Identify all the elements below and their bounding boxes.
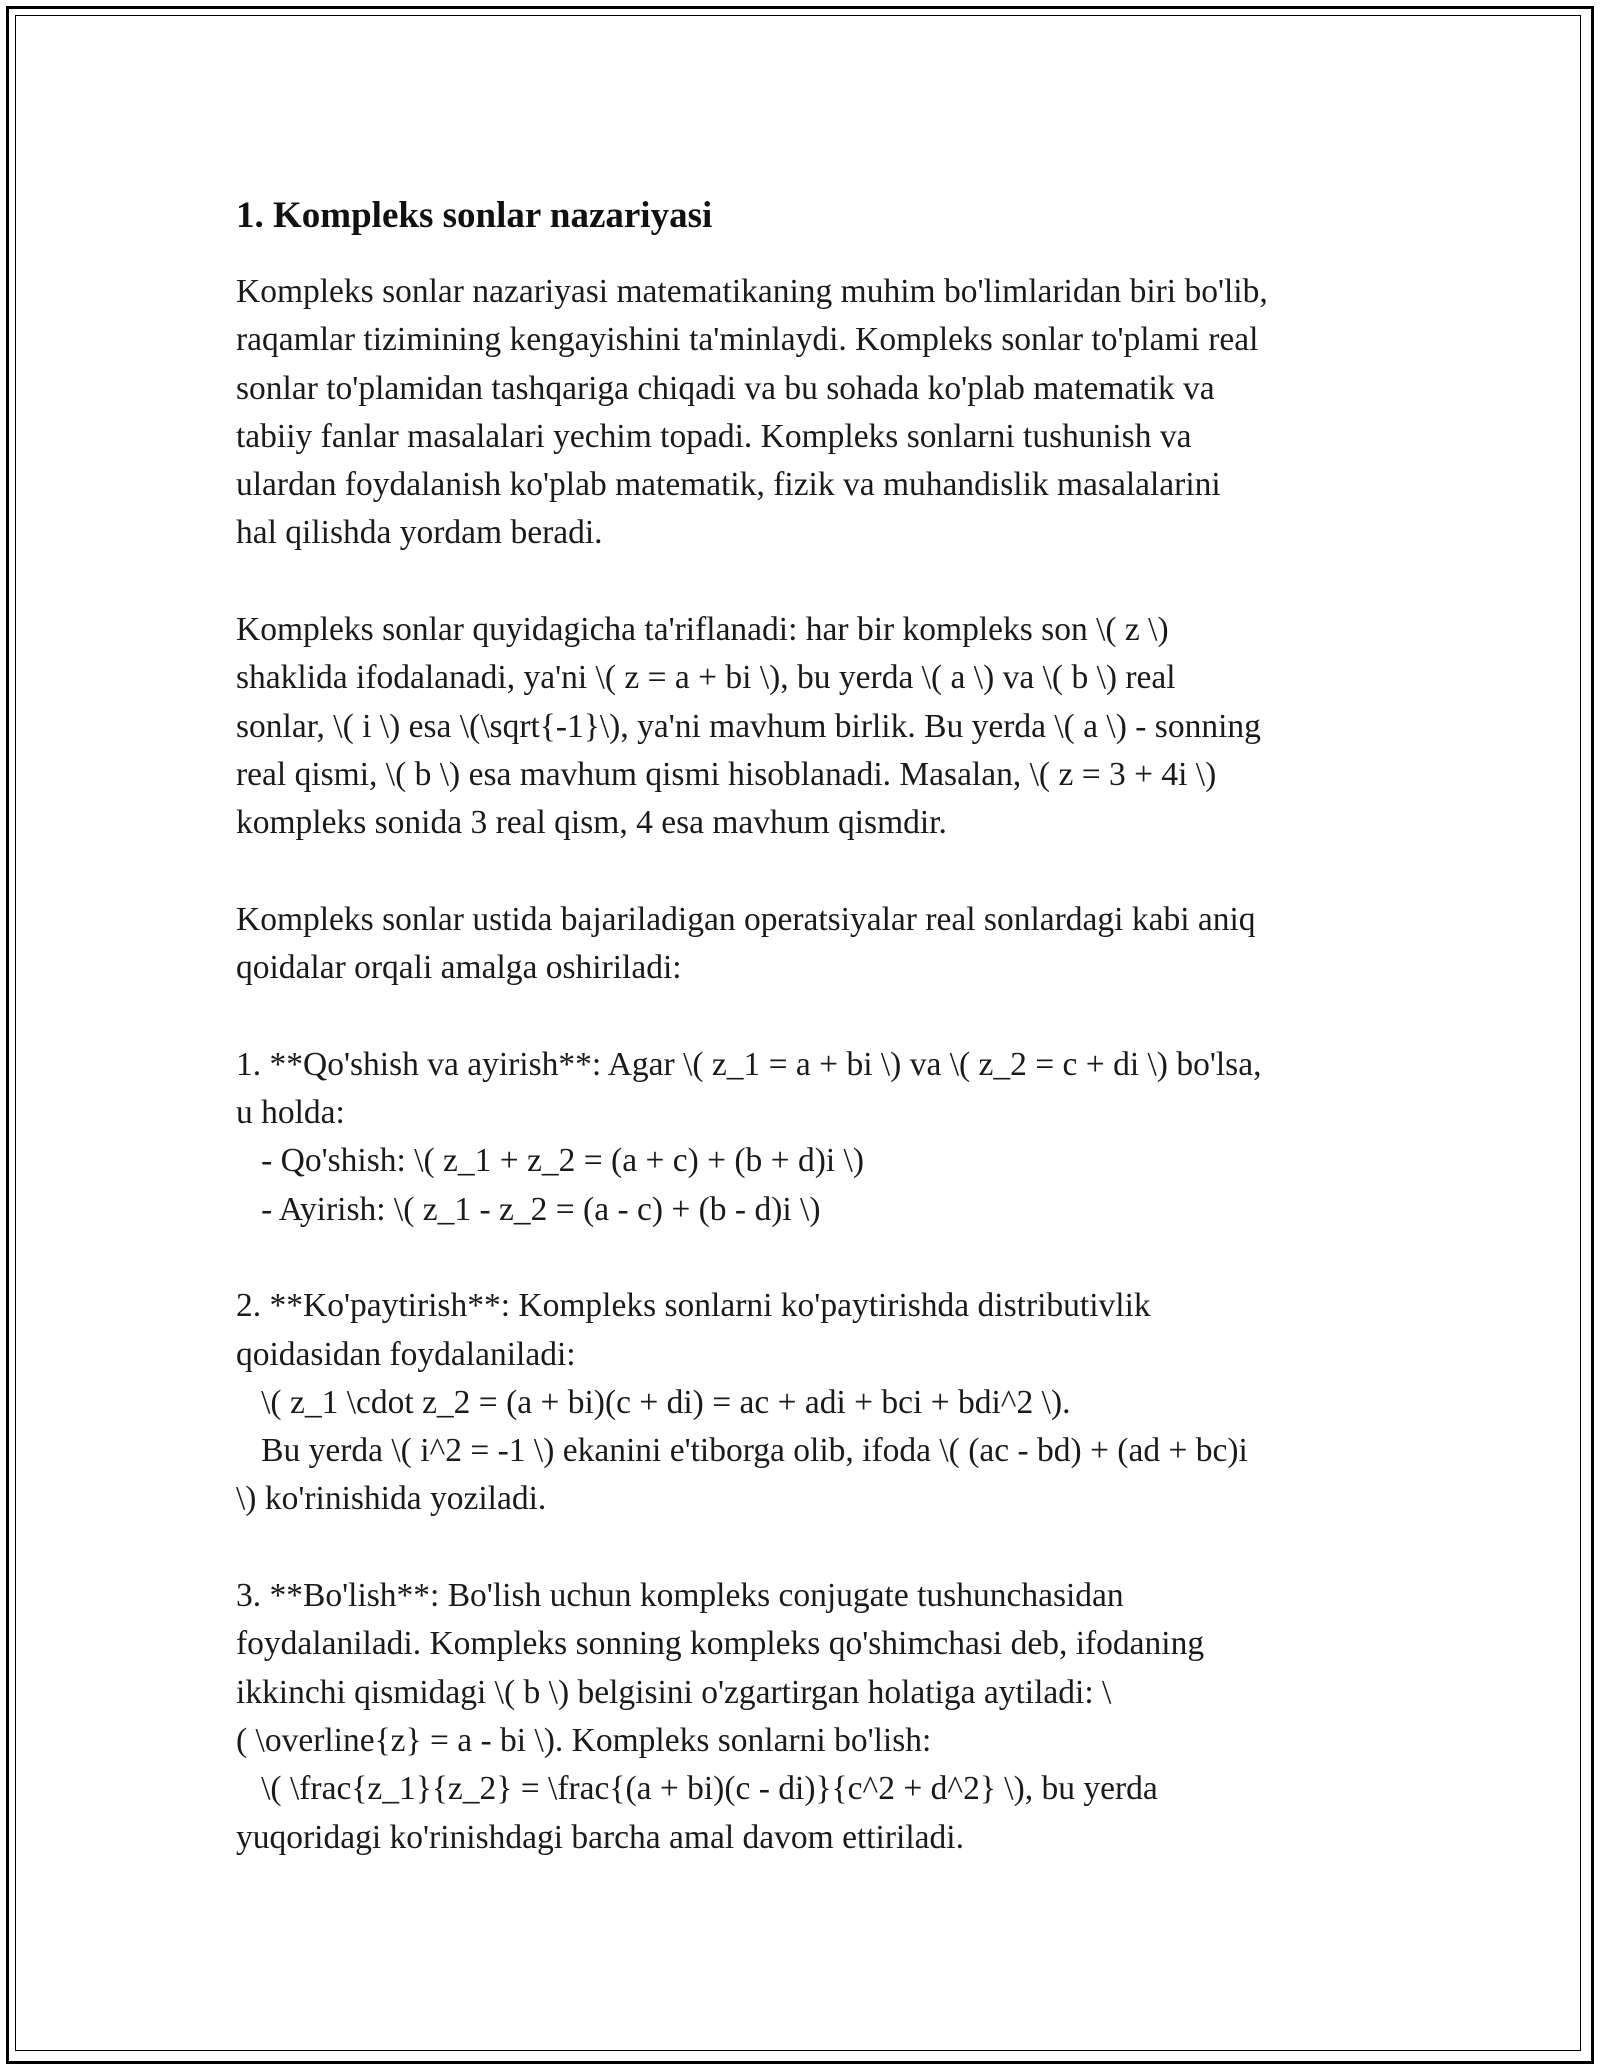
text-line: yuqoridagi ko'rinishdagi barcha amal davom ettiriladi. [236,1818,964,1856]
text-line: qoidalar orqali amalga oshiriladi: [236,949,682,987]
text-line: - Qo'shish: \( z_1 + z_2 = (a + c) + (b + d)i \) [236,1142,864,1180]
text-line: ikkinchi qismidagi \( b \) belgisini o'zgartirgan holatiga aytiladi: \ [236,1673,1112,1711]
text-line: kompleks sonida 3 real qism, 4 esa mavhum qismdir. [236,804,947,842]
paragraph-gap [236,1234,1376,1282]
paragraph-operations-intro [236,896,1376,993]
text-line: qoidasidan foydalaniladi: [236,1335,576,1373]
text-line: \) ko'rinishida yoziladi. [236,1480,547,1518]
text-line: ulardan foydalanish ko'plab matematik, fizik va muhandislik masalalarini [236,466,1221,504]
text-line: Kompleks sonlar quyidagicha ta'riflanadi: har bir kompleks son \( z \) [236,611,1169,649]
document-body [236,188,1376,1862]
list-item-division [236,1572,1376,1862]
list-item-addition [236,1041,1376,1234]
paragraph-gap [236,558,1376,606]
text-line: sonlar, \( i \) esa \(\sqrt{-1}\), ya'ni mavhum birlik. Bu yerda \( a \) - sonning [236,707,1261,745]
text-line: sonlar to'plamidan tashqariga chiqadi va bu sohada ko'plab matematik va [236,369,1215,407]
text-line: shaklida ifodalanadi, ya'ni \( z = a + bi \), bu yerda \( a \) va \( b \) real [236,659,1176,697]
text-line: raqamlar tizimining kengayishini ta'minlaydi. Kompleks sonlar to'plami real [236,321,1259,359]
list-item-multiplication [236,1282,1376,1523]
paragraph-intro [236,268,1376,558]
paragraph-gap [236,1524,1376,1572]
text-line: 1. **Qo'shish va ayirish**: Agar \( z_1 = a + bi \) va \( z_2 = c + di \) bo'lsa, [236,1045,1262,1083]
text-line: 2. **Ko'paytirish**: Kompleks sonlarni ko'paytirishda distributivlik [236,1287,1151,1325]
section-heading: 1. Kompleks sonlar nazariyasi [236,195,713,236]
text-line: hal qilishda yordam beradi. [236,514,603,552]
paragraph-definition [236,606,1376,847]
text-line: 3. **Bo'lish**: Bo'lish uchun kompleks conjugate tushunchasidan [236,1577,1124,1615]
text-line: - Ayirish: \( z_1 - z_2 = (a - c) + (b - d)i \) [236,1190,821,1228]
text-line: \( z_1 \cdot z_2 = (a + bi)(c + di) = ac + adi + bci + bdi^2 \). [236,1383,1071,1421]
text-line: \( \frac{z_1}{z_2} = \frac{(a + bi)(c - di)}{c^2 + d^2} \), bu yerda [236,1770,1158,1808]
text-line: real qismi, \( b \) esa mavhum qismi hisoblanadi. Masalan, \( z = 3 + 4i \) [236,755,1217,793]
text-line: u holda: [236,1094,345,1132]
text-line: ( \overline{z} = a - bi \). Kompleks sonlarni bo'lish: [236,1721,932,1759]
text-line: Kompleks sonlar ustida bajariladigan operatsiyalar real sonlardagi kabi aniq [236,900,1256,938]
text-line: tabiiy fanlar masalalari yechim topadi. Kompleks sonlarni tushunish va [236,417,1192,455]
paragraph-gap [236,992,1376,1040]
text-line: Kompleks sonlar nazariyasi matematikaning muhim bo'limlaridan biri bo'lib, [236,273,1268,310]
text-line: Bu yerda \( i^2 = -1 \) ekanini e'tiborga olib, ifoda \( (ac - bd) + (ad + bc)i [236,1432,1248,1470]
text-line: foydalaniladi. Kompleks sonning kompleks qo'shimchasi deb, ifodaning [236,1625,1205,1663]
paragraph-gap [236,848,1376,896]
